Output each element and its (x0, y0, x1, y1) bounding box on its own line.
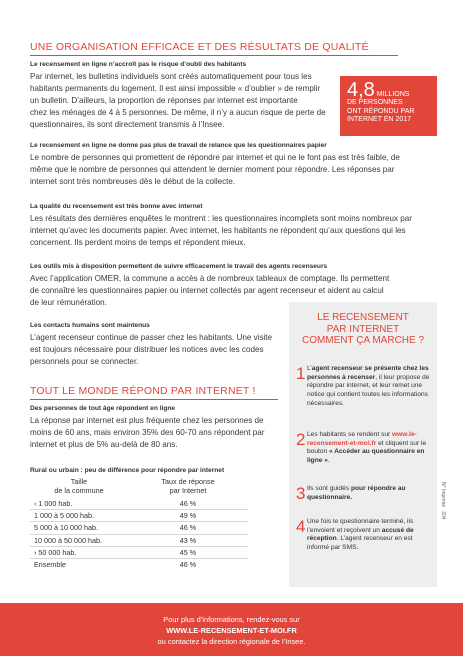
title-underline (30, 55, 398, 56)
col-header-line: de la commune (54, 485, 104, 495)
paragraph-line: même que le nombre de personnes qui attendent le dernier moment pour répondre. Les réponses par (30, 165, 395, 174)
col-header-line: Taux de réponse (161, 477, 215, 486)
footer-banner (0, 603, 463, 656)
cell-rate: 46 % (179, 560, 197, 570)
paragraph-contacts (30, 332, 282, 368)
table-row (30, 498, 248, 510)
step-text: Ils sont guidés pour répondre au questionnaire. (307, 485, 406, 501)
col-header-rate (128, 478, 248, 498)
paragraph-oubli (30, 71, 334, 131)
subheading-qualite: La qualité du recensement est très bonne avec internet (30, 203, 203, 210)
table-row (30, 522, 248, 534)
paragraph-line: La réponse par internet est plus fréquente chez les personnes de (30, 416, 264, 425)
col-header-line: par Internet (169, 485, 207, 495)
subheading-contacts: Les contacts humains sont maintenus (30, 322, 150, 329)
cell-size: 1 000 à 5 000 hab. (30, 510, 128, 522)
howto-step-4 (296, 518, 432, 553)
paragraph-line: est toujours nécessaire pour distribuer les notices avec les codes (30, 345, 264, 354)
paragraph-line: moins de 60 ans, mais environ 35% des 60-70 ans répondent par (30, 428, 265, 437)
paragraph-line: de leur rémunération. (30, 298, 107, 307)
paragraph-line: concernent. Ils perdent moins de temps et répondent mieux. (30, 238, 246, 247)
paragraph-line: Le nombre de personnes qui promettent de répondre par internet et qui ne le font pas est très faible, de (30, 153, 400, 162)
cell-size: 10 000 à 50 000 hab. (30, 534, 128, 546)
step-number: 3 (296, 484, 306, 503)
paragraph-age (30, 415, 282, 451)
col-header-line: Taille (70, 477, 88, 486)
paragraph-line: chez les ménages de 4 à 5 personnes. De même, il n’y a aucun risque de perte de (30, 108, 326, 117)
paragraph-line: L’agent recenseur continue de passer chez les habitants. Une visite (30, 333, 273, 342)
step-text: Une fois le questionnaire terminé, ils l’envoient et reçoivent un accusé de réception. L’agent recenseur en est informé par SMS. (307, 518, 414, 552)
title-underline (30, 399, 278, 400)
howto-step-1 (296, 365, 432, 409)
howto-title-line: PAR INTERNET (326, 323, 400, 335)
footer-line: ou contactez la direction régionale de l’Insee. (157, 637, 306, 646)
table-row (30, 510, 248, 522)
paragraph-line: habitants permanents du logement. Il est ainsi impossible « d’oublier » de remplir (30, 84, 321, 93)
cell-rate: 49 % (128, 510, 248, 522)
paragraph-qualite (30, 213, 430, 249)
cell-rate: 43 % (128, 534, 248, 546)
cell-size: Ensemble (34, 560, 66, 570)
howto-title-line: COMMENT ÇA MARCHE ? (301, 335, 425, 347)
table-header (30, 478, 248, 498)
table-title: Rural ou urbain : peu de différence pour répondre par internet (30, 467, 225, 474)
step-number: 2 (296, 430, 306, 449)
stat-line: ONT RÉPONDU PAR (347, 107, 415, 115)
cell-size: › 50 000 hab. (30, 546, 128, 558)
step-text: L’agent recenseur se présente chez les personnes à recenser, il leur propose de répondre par internet, et leur remet une notice qui contient toutes les informations nécessaires. (307, 365, 430, 407)
paragraph-line: Les résultats des dernières enquêtes le montrent : les questionnaires incomplets sont moins nombreux par (30, 214, 412, 223)
howto-step-2 (296, 431, 432, 466)
stat-word: MILLIONS (376, 91, 410, 98)
table-row (30, 558, 248, 570)
paragraph-line: internet et plus de 5% au-delà de 80 ans. (30, 440, 178, 449)
paragraph-line: Par internet, les bulletins individuels sont créés automatiquement pour tous les (30, 72, 312, 81)
paragraph-line: Avec l’application OMER, la commune a accès à de nombreux tableaux de comptage. Ils permettent (30, 274, 390, 283)
cell-rate: 46 % (128, 498, 248, 510)
rural-urban-table (30, 478, 248, 570)
howto-step-3 (296, 485, 432, 502)
subheading-oubli: Le recensement en ligne n’accroît pas le risque d’oubli des habitants (30, 61, 247, 68)
paragraph-line: internet sont très nombreuses dès le début de la collecte. (30, 177, 236, 186)
howto-title-line: LE RECENSEMENT (317, 312, 409, 323)
subheading-relance: Le recensement en ligne ne donne pas plus de travail de relance que les questionnaires papier (30, 142, 327, 149)
paragraph-line: personnels pour se connecter. (30, 357, 139, 366)
table-row (30, 534, 248, 546)
cell-rate: 45 % (128, 546, 248, 558)
paragraph-relance (30, 152, 430, 188)
step-number: 1 (296, 364, 306, 383)
stat-box (340, 76, 437, 136)
howto-title (289, 302, 437, 347)
stat-number: 4,8 (347, 79, 375, 101)
cell-rate: 46 % (128, 522, 248, 534)
footer-line: Pour plus d’informations, rendez-vous sur (163, 615, 300, 624)
print-number-note: N° Imprimé : 204 (440, 482, 446, 520)
step-number: 4 (296, 517, 306, 536)
stat-line: INTERNET EN 2017 (347, 116, 412, 124)
paragraph-line: questionnaires, ils sont directement transmis à l’Insee. (30, 120, 225, 129)
cell-size: 5 000 à 10 000 hab. (30, 522, 128, 534)
table-row (30, 546, 248, 558)
footer-url-link[interactable]: WWW.LE-RECENSEMENT-ET-MOI.FR (166, 626, 297, 635)
col-header-size (30, 478, 128, 498)
paragraph-line: un bulletin. D’ailleurs, la proportion de réponses par internet est importante (30, 96, 298, 105)
section-title-quality: UNE ORGANISATION EFFICACE ET DES RÉSULTATS DE QUALITÉ (30, 41, 369, 53)
stat-line: DE PERSONNES (347, 99, 403, 107)
section-title-everyone: TOUT LE MONDE RÉPOND PAR INTERNET ! (30, 385, 256, 397)
step-text: Les habitants se rendent sur www.le-recensement-et-moi.fr et cliquent sur le bouton « Accéder au questionnaire en ligne ». (307, 431, 427, 465)
paragraph-line: de connaître les questionnaires papier ou internet collectés par agent recenseur et aident au calcul (30, 286, 384, 295)
subheading-outils: Les outils mis à disposition permettent de suivre efficacement le travail des agents recenseurs (30, 263, 328, 270)
subheading-age: Des personnes de tout âge répondent en ligne (30, 405, 176, 412)
paragraph-line: internet qu’avec les documents papier. Avec internet, les habitants ne répondent qu’aux questions qui les (30, 226, 406, 235)
cell-size: ‹ 1 000 hab. (30, 498, 128, 510)
